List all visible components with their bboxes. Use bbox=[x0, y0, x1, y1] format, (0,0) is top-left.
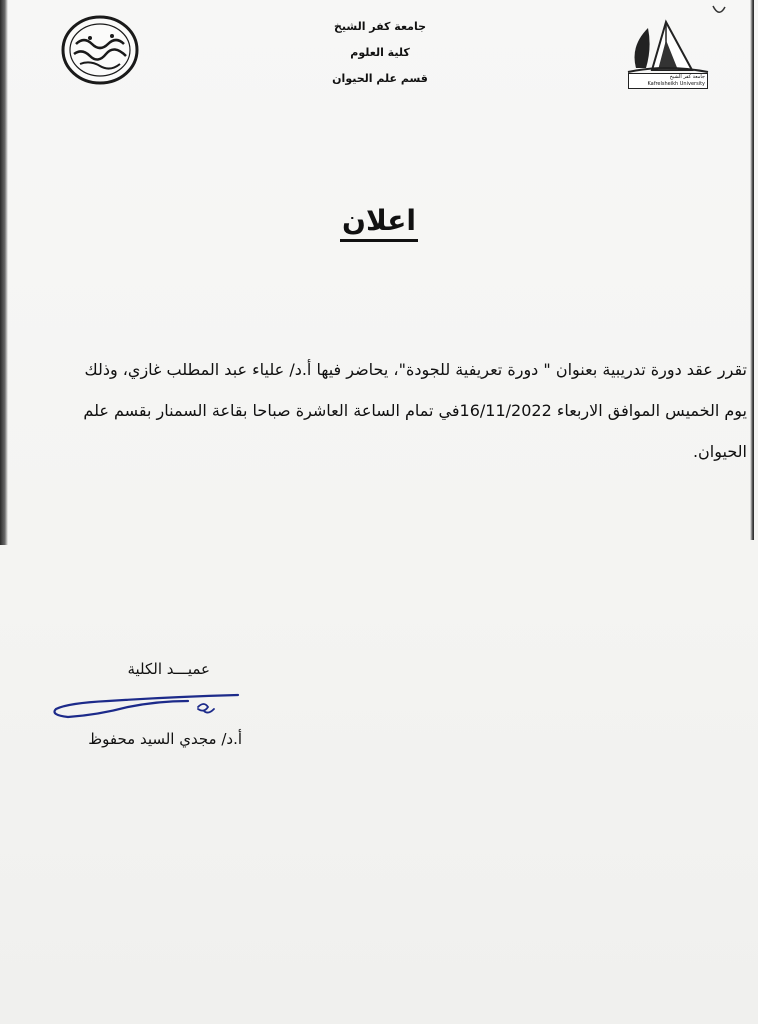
corner-mark-icon bbox=[712, 4, 726, 18]
handwritten-signature bbox=[48, 685, 248, 725]
sail-logo-icon bbox=[622, 18, 710, 76]
logo-caption-ar: جامعة كفر الشيخ bbox=[669, 74, 705, 80]
dean-title: عميـــد الكلية bbox=[127, 660, 210, 678]
scan-edge-left bbox=[0, 0, 8, 545]
announcement-title bbox=[0, 204, 758, 237]
faculty-name: كلية العلوم bbox=[350, 46, 410, 59]
body-line-3: الحيوان. bbox=[692, 442, 747, 461]
announcement-title-text: اعلان bbox=[340, 204, 418, 242]
scan-edge-right bbox=[750, 0, 754, 540]
seal-icon bbox=[60, 14, 140, 86]
body-line-1: تقرر عقد دورة تدريبية بعنوان " دورة تعريفية للجودة"، يحاضر فيها أ.د/ علياء عبد المطلب غازي، وذلك bbox=[84, 360, 747, 379]
announcement-body bbox=[10, 349, 747, 472]
university-logo-band bbox=[628, 73, 708, 89]
department-name: قسم علم الحيوان bbox=[332, 72, 428, 85]
logo-caption-en: Kafrelsheikh University bbox=[647, 81, 705, 87]
university-logo bbox=[622, 18, 710, 92]
faculty-seal-logo bbox=[60, 14, 140, 86]
university-name: جامعة كفر الشيخ bbox=[333, 20, 427, 33]
body-line-2: يوم الخميس الموافق الاربعاء 16/11/2022في تمام الساعة العاشرة صباحا بقاعة السمنار بقسم علم bbox=[83, 401, 747, 420]
dean-name: أ.د/ مجدي السيد محفوظ bbox=[88, 730, 242, 748]
